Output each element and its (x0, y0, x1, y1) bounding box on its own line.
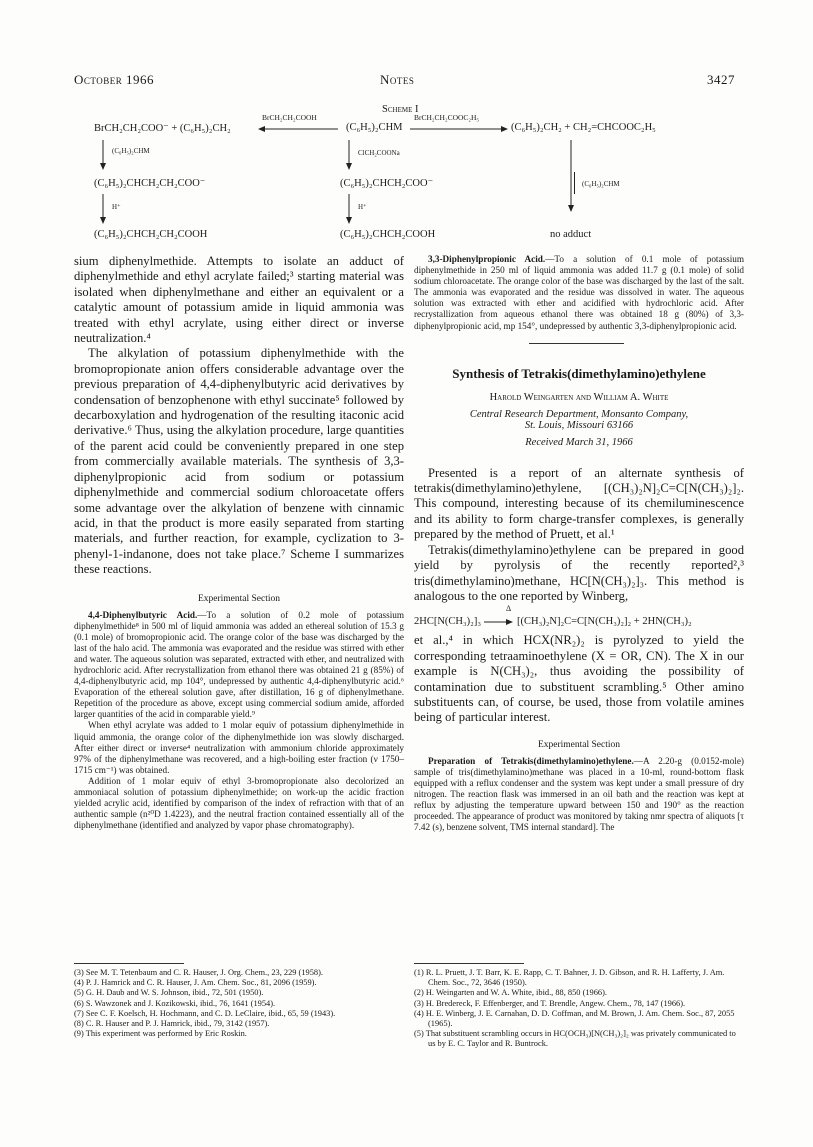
scheme-left-h: H⁺ (112, 203, 121, 211)
experimental-paragraph (414, 254, 744, 332)
experimental-paragraph: When ethyl acrylate was added to 1 molar equiv of potassium diphenylmethide in liquid ammonia, the orange color of the diphenylmethide ion was slowly discharged. After either direct or inverse⁴ neutralization with ammonium chloride approximately 97% of the diphenylmethane was recovered, and a high-boiling ester fraction (ν 1750–1715 cm⁻¹) was obtained. (74, 720, 404, 775)
procedure-text: —A 2.20-g (0.0152-mole) sample of tris(dimethylamino)methane was placed in a 10-ml, round-bottom flask equipped with a reflux condenser and the system was kept under a small pressure of dry nitrogen. The reaction flask was immersed in an oil bath and the reaction was kept at reflux by adjusting the temperature upward between 150 and 190° as the reaction proceeded. The appearance of product was monitored by taking nmr spectra of aliquots [τ 7.42 (s), benzene solvent, TMS internal standard]. The (414, 755, 744, 833)
scheme-row1-right: (C₆H₅)₂CH₂ + CH₂=CHCOOC₂H₅ (511, 122, 656, 133)
scheme-arrow-down-center-1 (344, 140, 354, 170)
footnote-rule (74, 963, 184, 964)
procedure-title: 3,3-Diphenylpropionic Acid. (428, 254, 546, 264)
article-separator (529, 343, 624, 344)
footnote: (4) H. E. Winberg, J. E. Carnahan, D. D. Coffman, and M. Brown, J. Am. Chem. Soc., 87, 2055 (1965). (414, 1008, 735, 1029)
affiliation-line-2: St. Louis, Missouri 63166 (524, 419, 634, 431)
affiliation-line-1: Central Research Department, Monsanto Company, (469, 408, 689, 420)
scheme-bracket (574, 172, 575, 194)
scheme-row3-center: (C₆H₅)₂CHCH₂COOH (340, 229, 436, 240)
procedure-title: Preparation of Tetrakis(dimethylamino)ethylene. (428, 755, 634, 766)
scheme-title: Scheme I (382, 104, 419, 115)
scheme-arrow-left (258, 124, 340, 134)
experimental-heading: Experimental Section (197, 593, 281, 604)
scheme-row1-center: (C₆H₅)₂CHM (346, 122, 403, 133)
scheme-row3-right: no adduct (550, 229, 592, 240)
experimental-paragraph (414, 756, 744, 834)
footnote-rule (414, 963, 524, 964)
footnote: (1) R. L. Pruett, J. T. Barr, K. E. Rapp, C. T. Bahner, J. D. Gibson, and R. H. Lafferty, J. Am. Chem. Soc., 72, 3646 (1950). (414, 968, 725, 988)
footnote: (5) That substituent scrambling occurs in HC(OCH₃)[N(CH₃)₂]₂ was privately communicated to us by E. C. Taylor and R. Buntrock. (414, 1029, 736, 1049)
body-paragraph: et al.,⁴ in which HCX(NR₂)₂ is pyrolyzed to yield the corresponding tetraaminoethylene (X = OR, CN). The X in our example is N(CH₃)₂, thus avoiding the possibility of contamination due to substituent scrambling.⁵ Other amino substituents can, of course, be used, those from volatile amines being of particular interest. (414, 633, 744, 725)
article-authors: Harold Weingarten and William A. White (489, 391, 669, 403)
left-column (74, 254, 404, 831)
footnote: (8) C. R. Hauser and P. J. Hamrick, ibid., 79, 3142 (1957). (74, 1019, 270, 1029)
experimental-heading: Experimental Section (537, 739, 621, 750)
footnote: (9) This experiment was performed by Eric Roskin. (74, 1029, 247, 1039)
scheme-row2-center: (C₆H₅)₂CHCH₂COO⁻ (340, 178, 434, 189)
procedure-text: —To a solution of 0.2 mole of potassium diphenylmethide⁸ in 500 ml of liquid ammonia was added an ethereal solution of 15.3 g (0.1 mole) of bromopropionic acid. The orange color of the base was discharged by the last of the halo acid. The ammonia was evaporated and the residue was stirred with ether and water. The aqueous solution was separated, extracted with ether, and neutralized with hydrochloric acid. After recrystallization from ethanol there was obtained 21 g (85%) of 4,4-diphenylbutyric acid, mp 104°, undepressed by authentic 4,4-diphenylbutyric acid.⁶ Evaporation of the ethereal solution gave, after distillation, 16 g of diphenylmethane. Repetition of the procedure as above, except using commercial sodium amide, afforded larger quantities of the acid in comparable yield.⁹ (74, 609, 404, 720)
scheme-arrow-down-center-2 (344, 194, 354, 224)
scheme-arrow-down-left-1 (98, 140, 108, 170)
equation-delta: Δ (506, 604, 512, 614)
scheme-center-h: H⁺ (358, 203, 367, 211)
right-column (414, 254, 744, 833)
scheme-arrow-left-label: BrCH₂CH₂COOH (262, 113, 317, 122)
footnote: (5) G. H. Daub and W. S. Johnson, ibid., 72, 501 (1950). (74, 988, 264, 998)
footnote: (3) See M. T. Tetenbaum and C. R. Hauser, J. Org. Chem., 23, 229 (1958). (74, 968, 323, 977)
equation-arrow (484, 618, 514, 626)
scheme-right-reagent: (C₆H₅)₂CHM (582, 180, 620, 188)
footnote: (2) H. Weingarten and W. A. White, ibid., 88, 850 (1966). (414, 988, 608, 998)
scheme-row2-left: (C₆H₅)₂CHCH₂CH₂COO⁻ (94, 178, 206, 189)
body-paragraph: Presented is a report of an alternate synthesis of tetrakis(dimethylamino)ethylene, [(CH₃)₂N]₂C=C[N(CH₃)₂]₂. This compound, interesting because of its chemiluminescence and its ability to form charge-transfer complexes, is generally prepared by the method of Pruett, et al.¹ (414, 465, 744, 542)
equation (414, 604, 744, 616)
left-footnotes (74, 968, 404, 1039)
body-paragraph: sium diphenylmethide. Attempts to isolate an adduct of diphenylmethide and ethyl acrylate failed;³ starting material was isolated when diphenylmethane and either an equivalent or a catalytic amount of potassium amide in liquid ammonia was treated with ethyl acrylate, using either direct or inverse neutralization.⁴ (74, 254, 404, 346)
scheme-row1-left: BrCH₂CH₂COO⁻ + (C₆H₅)₂CH₂ (94, 123, 231, 134)
article-title: Synthesis of Tetrakis(dimethylamino)ethylene (452, 365, 706, 381)
footnote: (6) S. Wawzonek and J. Kozikowski, ibid., 76, 1641 (1954). (74, 998, 276, 1008)
scheme-row3-left: (C₆H₅)₂CHCH₂CH₂COOH (94, 229, 208, 240)
procedure-title: 4,4-Diphenylbutyric Acid. (88, 609, 198, 620)
received-date: Received March 31, 1966 (525, 436, 633, 448)
scheme-arrow-right (410, 124, 510, 134)
footnote: (3) H. Bredereck, F. Effenberger, and T. Brendle, Angew. Chem., 78, 147 (1966). (414, 998, 686, 1008)
procedure-text: —To a solution of 0.1 mole of potassium diphenylmethide in 250 ml of liquid ammonia was added 11.7 g (0.1 mole) of solid sodium chloroacetate. The orange color of the base was discharged by the last of the salt. The ammonia was evaporated and the residue was dissolved in water. The aqueous solution was extracted with ether and acidified with hydrochloric acid. After recrystallization from aqueous ethanol there was obtained 18 g (80%) of 3,3-diphenylpropionic acid, mp 154°, undepressed by authentic 3,3-diphenylpropionic acid. (414, 254, 744, 331)
scheme-left-reagent: (C₆H₅)₂CHM (112, 147, 150, 155)
page-number: 3427 (707, 72, 735, 87)
footnote: (7) See C. F. Koelsch, H. Hochmann, and C. D. LeClaire, ibid., 65, 59 (1943). (74, 1008, 336, 1018)
equation-products: [(CH₃)₂N]₂C=C[N(CH₃)₂]₂ + 2HN(CH₃)₂ (516, 616, 692, 628)
running-header-date: October 1966 (74, 72, 154, 87)
equation-line (414, 616, 744, 627)
experimental-paragraph (74, 610, 404, 721)
body-paragraph: The alkylation of potassium diphenylmethide with the bromopropionate anion offers considerable advantage over the previous preparation of 4,4-diphenylbutyric acid derivatives by condensation of benzophenone with ethyl succinate⁵ followed by decarboxylation and hydrogenation of the resulting itaconic acid derivative.⁶ Thus, using the alkylation procedure, large quantities of the parent acid could be conveniently prepared in one step from commercially available materials. The synthesis of 3,3-diphenylpropionic acid from sodium or potassium diphenylmethide and commercial sodium chloroacetate offers some advantage over the alkylation of benzene with cinnamic acid, in that the product is more easily separated from starting materials, and further reaction, for example, cyclization to 3-phenyl-1-indanone, does not take place.⁷ Scheme I summarizes these reactions. (74, 346, 404, 577)
body-paragraph: Tetrakis(dimethylamino)ethylene can be prepared in good yield by pyrolysis of the recently reported²,³ tris(dimethylamino)methane, HC[N(CH₃)₂]₃. This method is analogous to the one reported by Winberg, (414, 542, 744, 603)
scheme-arrow-down-left-2 (98, 194, 108, 224)
footnote: (4) P. J. Hamrick and C. R. Hauser, J. Am. Chem. Soc., 81, 2096 (1959). (74, 978, 317, 988)
running-header-section: Notes (380, 72, 415, 87)
scheme-center-reagent: ClCH₂COONa (358, 149, 400, 157)
scheme-arrow-right-label: BrCH₂CH₂COOC₂H₅ (414, 113, 480, 122)
experimental-paragraph: Addition of 1 molar equiv of ethyl 3-bromopropionate also decolorized an ammoniacal solution of potassium diphenylmethide; on work-up the acidic fraction yielded acrylic acid, identified by comparison of the index of refraction with that of an authentic sample (n²⁰D 1.4223), and the neutral fraction contained essentially all of the diphenylmethane (identified and analyzed by vapor phase chromatography). (74, 775, 404, 831)
right-footnotes (414, 968, 744, 1050)
equation-reactant: 2HC[N(CH₃)₂]₃ (414, 616, 481, 628)
